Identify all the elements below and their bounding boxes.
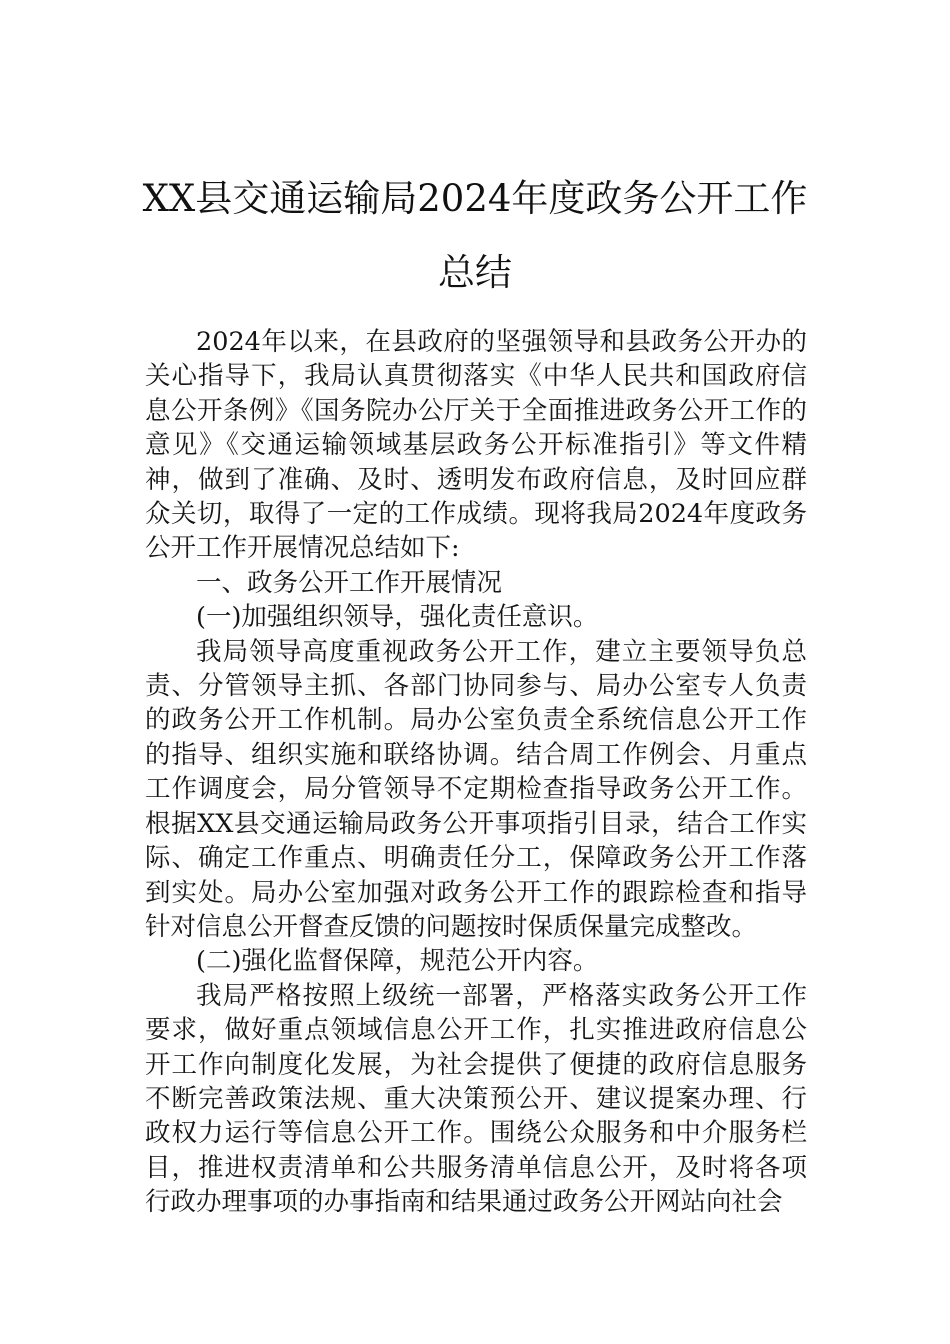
title-line-2: 总结 [438,251,512,294]
document-body [145,325,807,1220]
document-title [100,162,850,310]
paragraph-supervision: 我局严格按照上级统一部署，严格落实政务公开工作要求，做好重点领域信息公开工作，扎实推进政府信息公开工作向制度化发展，为社会提供了便捷的政府信息服务不断完善政策法规、重大决策预公开、建议提案办理、行政权力运行等信息公开工作。围绕公众服务和中介服务栏目，推进权责清单和公共服务清单信息公开，及时将各项行政办理事项的办事指南和结果通过政务公开网站向社会 [145,980,807,1218]
paragraph-intro: 2024年以来，在县政府的坚强领导和县政务公开办的关心指导下，我局认真贯彻落实《中华人民共和国政府信息公开条例》《国务院办公厅关于全面推进政务公开工作的意见》《交通运输领域基层政务公开标准指引》等文件精神，做到了准确、及时、透明发布政府信息，及时回应群众关切，取得了一定的工作成绩。现将我局2024年度政务公开工作开展情况总结如下: [145,327,807,564]
title-line-1: XX县交通运输局2024年度政务公开工作 [142,177,808,220]
subsection-heading-1: (一)加强组织领导，强化责任意识。 [196,602,599,633]
section-heading-1: 一、政务公开工作开展情况 [196,567,503,598]
paragraph-organization: 我局领导高度重视政务公开工作，建立主要领导负总责、分管领导主抓、各部门协同参与、局办公室专人负责的政务公开工作机制。局办公室负责全系统信息公开工作的指导、组织实施和联络协调。结合周工作例会、月重点工作调度会，局分管领导不定期检查指导政务公开工作。根据XX县交通运输局政务公开事项指引目录，结合工作实际、确定工作重点、明确责任分工，保障政务公开工作落到实处。局办公室加强对政务公开工作的跟踪检查和指导针对信息公开督查反馈的问题按时保质保量完成整改。 [145,636,807,942]
subsection-heading-2: (二)强化监督保障，规范公开内容。 [196,946,599,977]
